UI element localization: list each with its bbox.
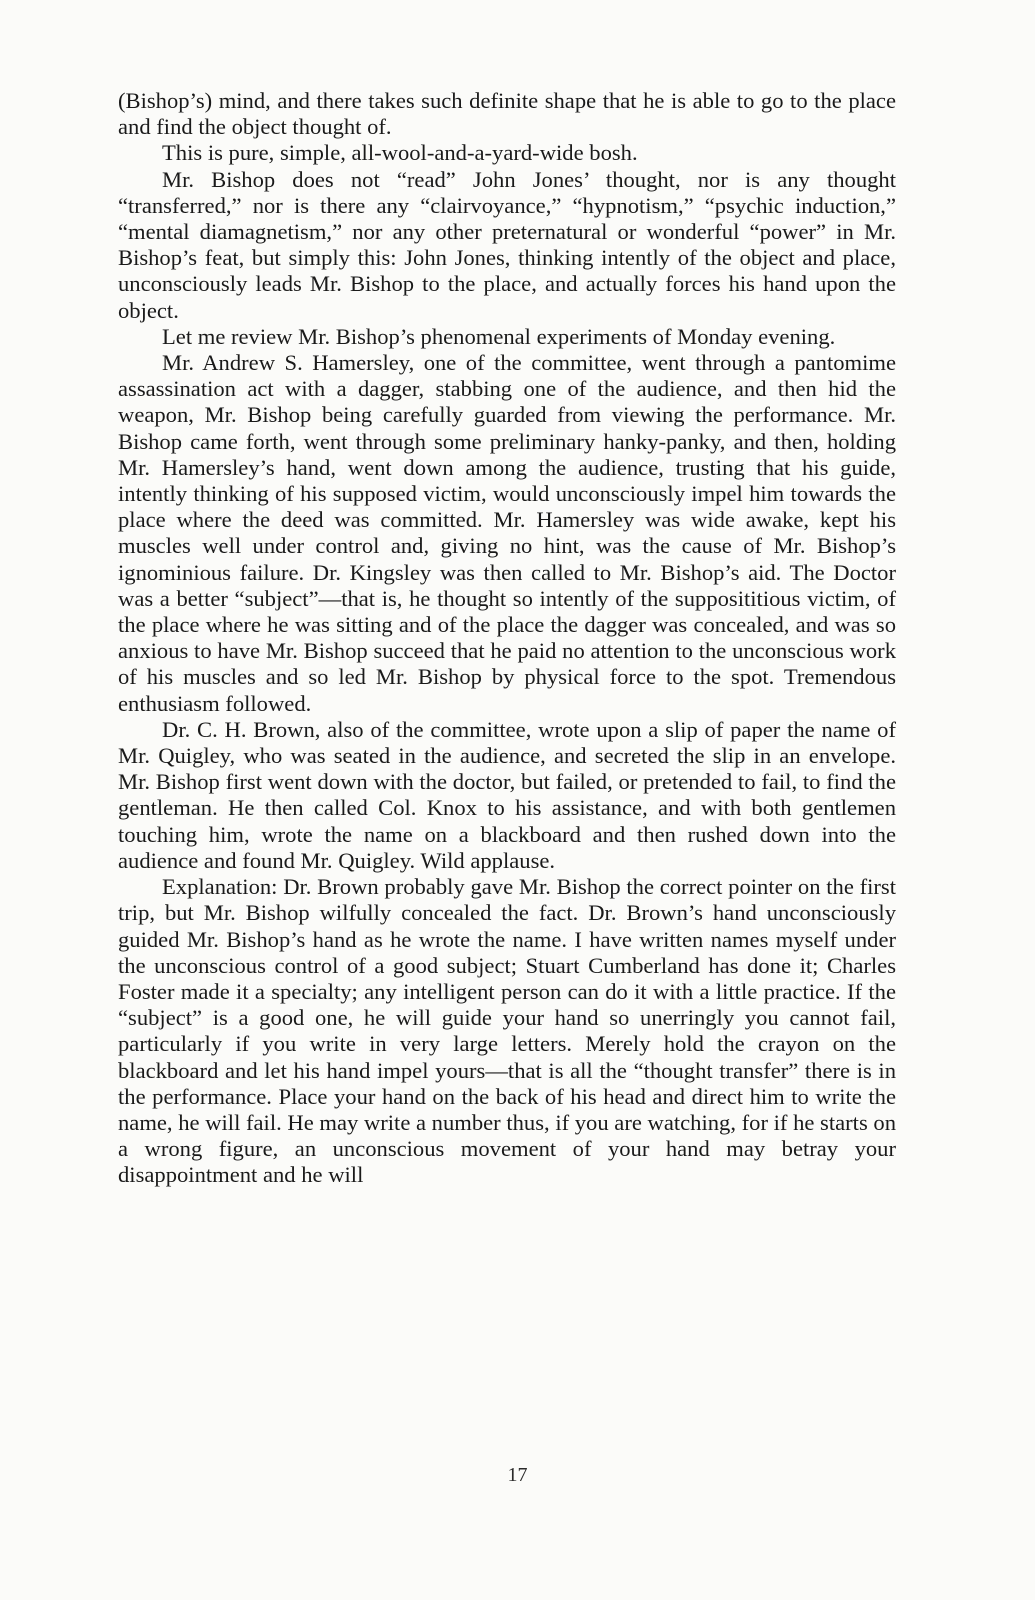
paragraph: Mr. Bishop does not “read” John Jones’ thought, nor is any thought “transferred,” nor is there any “clairvoyance,” “hypnotism,” “psychic induction,” “mental diamagnetism,” nor any other preternatural or wonderful “power” in Mr. Bishop’s feat, but simply this: John Jones, thinking intently of the object and place, unconsciously leads Mr. Bishop to the place, and actually forces his hand upon the object. — [118, 166, 896, 323]
paragraph: Mr. Andrew S. Hamersley, one of the committee, went through a pantomime assassination act with a dagger, stabbing one of the audience, and then hid the weapon, Mr. Bishop being carefully guarded from viewing the performance. Mr. Bishop came forth, went through some preliminary hanky-panky, and then, holding Mr. Hamersley’s hand, went down among the audience, trusting that his guide, intently thinking of his supposed victim, would unconsciously impel him towards the place where the deed was committed. Mr. Hamersley was wide awake, kept his muscles well under control and, giving no hint, was the cause of Mr. Bishop’s ignominious failure. Dr. Kingsley was then called to Mr. Bishop’s aid. The Doctor was a better “subject”—that is, he thought so intently of the supposititious victim, of the place where he was sitting and of the place the dagger was concealed, and was so anxious to have Mr. Bishop succeed that he paid no attention to the unconscious work of his muscles and so led Mr. Bishop by physical force to the spot. Tremendous enthusiasm followed. — [118, 350, 896, 716]
text-column — [118, 88, 896, 1189]
paragraph: This is pure, simple, all-wool-and-a-yard-wide bosh. — [162, 140, 638, 166]
page-number: 17 — [507, 1464, 528, 1486]
paragraph: Explanation: Dr. Brown probably gave Mr. Bishop the correct pointer on the first trip, but Mr. Bishop wilfully concealed the fact. Dr. Brown’s hand unconsciously guided Mr. Bishop’s hand as he wrote the name. I have written names myself under the unconscious control of a good subject; Stuart Cumberland has done it; Charles Foster made it a specialty; any intelligent person can do it with a little practice. If the “subject” is a good one, he will guide your hand so unerringly you cannot fail, particularly if you write in very large letters. Merely hold the crayon on the blackboard and let his hand impel yours—that is all the “thought transfer” there is in the performance. Place your hand on the back of his head and direct him to write the name, he will fail. He may write a number thus, if you are watching, for if he starts on a wrong figure, an unconscious movement of your hand may betray your disappointment and he will — [118, 874, 896, 1188]
paragraph-continued: (Bishop’s) mind, and there takes such definite shape that he is able to go to the place and find the object thought of. — [118, 88, 896, 140]
paragraph: Dr. C. H. Brown, also of the committee, wrote upon a slip of paper the name of Mr. Quigley, who was seated in the audience, and secreted the slip in an envelope. Mr. Bishop first went down with the doctor, but failed, or pretended to fail, to find the gentleman. He then called Col. Knox to his assistance, and with both gentlemen touching him, wrote the name on a blackboard and then rushed down into the audience and found Mr. Quigley. Wild applause. — [118, 716, 896, 873]
paragraph: Let me review Mr. Bishop’s phenomenal experiments of Monday evening. — [162, 323, 836, 349]
